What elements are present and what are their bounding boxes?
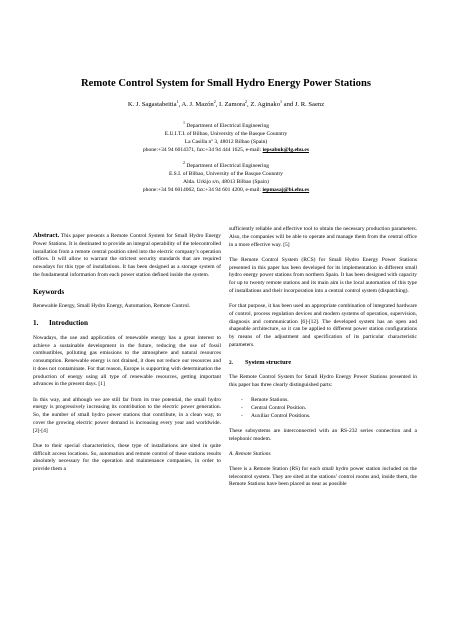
section-heading bbox=[229, 359, 417, 368]
affiliation-school: E.S.I. of Bilbao, University of the Basque Counntry bbox=[168, 170, 284, 177]
paragraph: The Remote Control System for Small Hydro Energy Power Stations presented in this paper has three clearly distinguished parts: bbox=[229, 374, 417, 388]
author-name: K. J. Sagastabeitia bbox=[127, 101, 177, 108]
email-link[interactable]: iepmasaj@bi.ehu.es bbox=[262, 186, 310, 193]
paragraph: There is a Remote Station (RS) for each small hydro power station included on the telecontrol system. They are sited at the stations’ control rooms and, inside them, the Remote Stations have been placed as near as possible bbox=[229, 465, 417, 488]
affiliation-address: La Casilla nº 3, 48012 Bilbao (Spain) bbox=[184, 138, 268, 145]
paragraph: For that purpose, it has been used an appropriate combination of integrated hardware of control, process regulation devices and modern systems of operation, supervision, diagnosis and communication [6]-[12]. The developed system has an open and shapeable architecture, so it can be applied to different power station configurations by means of the adjustment and specification of its particular characteristic parameters. bbox=[229, 303, 417, 348]
paragraph: In this way, and although we are still far from its true potential, the small hydro energy is progressively increasing its contribution to the electric power generation. So, the number of small hydro power stations that contribute, in a clean way, to cover the growing electric power demand is increasing every year and worldwide. [2]-[4] bbox=[33, 396, 221, 434]
list-item: - Central Control Position. bbox=[241, 405, 417, 413]
list-item: - Remote Stations. bbox=[241, 397, 417, 405]
section-number: 1. bbox=[33, 319, 39, 327]
paragraph: Nowadays, the use and application of renewable energy has a great interest to achieve a sustainable development in the future, reducing the use of fossil combustibles, polluting gas emissions to the atmosphere and natural resources consumption. Renewable energy is not drained, it does not reduce our resources and it does not contaminate. For that reason, Europe is supporting with determination the production of energy using all type of renewable resources, getting important advances in the present days. [1] bbox=[33, 334, 221, 388]
affiliation-school: E.U.I.T.I. of Bilbao, University of the Basque Counntry bbox=[164, 130, 288, 137]
affiliation-mark: 1 bbox=[183, 120, 185, 126]
affiliation-address: Alda. Urkijo s/n, 48013 Bilbao (Spain) bbox=[183, 178, 269, 185]
affiliation-block bbox=[0, 120, 452, 155]
affiliation-dept: $^1$ Department of Electrical Engineering bbox=[183, 120, 269, 129]
paragraph: These subsystems are interconnected with an RS-232 series connection and a telephonic modem. bbox=[229, 428, 417, 442]
left-column bbox=[33, 232, 221, 481]
section-number: 2. bbox=[229, 359, 233, 366]
author-line: K. J. Sagastabeitia$^1$, A. J. Mazón$^2$, I. Zamora$^2$, Z. Aginako$^1$ and J. R. Saenz bbox=[127, 98, 325, 108]
paragraph: The Remote Control System (RCS) for Small Hydro Energy Power Stations presented in this paper has been developed for its implementation in different small hydro energy power stations from northern Spain. It has been designed with capacity for up to twenty remote stations and its main aim is the local automation of this type of installations and their incorporation into a central control system (dispatching). bbox=[229, 256, 417, 294]
email-link[interactable]: iepsabuk@lg.ehu.es bbox=[262, 146, 309, 153]
paragraph: sufficiently reliable and effective tool to obtain the necessary production parameters. Also, the companies will be able to operate and manage them from the central office in a more effective way. [5] bbox=[229, 226, 417, 248]
affiliation-dept: $^2$ Department of Electrical Engineering bbox=[183, 160, 269, 169]
abstract bbox=[33, 232, 221, 280]
author-name: and J. R. Saenz bbox=[283, 101, 325, 108]
keywords-heading: Keywords bbox=[33, 287, 65, 296]
author-affiliation-mark: 2 bbox=[213, 98, 216, 104]
affiliation-contact: phone:+34 94 6014371, fax:+34 94 444 1625, e-mail: iepsabuk@lg.ehu.es bbox=[143, 146, 309, 153]
section-title: System structure bbox=[245, 358, 292, 366]
author-affiliation-mark: 1 bbox=[280, 98, 282, 104]
paper-title: Remote Control System for Small Hydro Energy Power Stations bbox=[81, 78, 371, 89]
list-item: - Auxiliar Control Positions. bbox=[241, 413, 417, 421]
abstract-text: This paper presents a Remote Control System for Small Hydro Energy Power Stations. It is destinated to provide an integral operability of the telecontrolled installation from a remote central position sited into the electric company’s operation offices. It will allow to warrant the strictest security standards that are required nowadays for this type of installations. It has been designed as a storage system of the fundamental information from each power station defined inside the system. bbox=[33, 233, 221, 278]
paragraph: Due to their special characteristics, these type of installations are sited in quite difficult access locations. So, automation and remote control of these stations results absolutely necessary for the operation and maintenance companies, in order to provide them a bbox=[33, 442, 221, 472]
subsystem-list bbox=[241, 397, 417, 420]
right-column bbox=[229, 226, 417, 497]
affiliation-contact: phone:+34 94 6014062, fax:+34 94 601 4200, e-mail: iepmasaj@bi.ehu.es bbox=[142, 186, 310, 193]
section-title: Introduction bbox=[49, 319, 89, 327]
author-name: Z. Aginako bbox=[250, 101, 280, 108]
subsection-heading: A. Remote Stations bbox=[229, 451, 271, 457]
author-affiliation-mark: 1 bbox=[176, 98, 179, 104]
author-name: A. J. Mazón bbox=[181, 101, 214, 108]
affiliation-mark: 2 bbox=[183, 160, 185, 166]
abstract-label: Abstract. bbox=[33, 232, 60, 239]
section-heading bbox=[33, 320, 221, 328]
author-name: I. Zamora bbox=[219, 101, 246, 108]
affiliation-block bbox=[0, 160, 452, 195]
author-affiliation-mark: 2 bbox=[245, 98, 248, 104]
keywords-text: Renewable Energy, Small Hydro Energy, Automation, Remote Control. bbox=[33, 303, 191, 310]
